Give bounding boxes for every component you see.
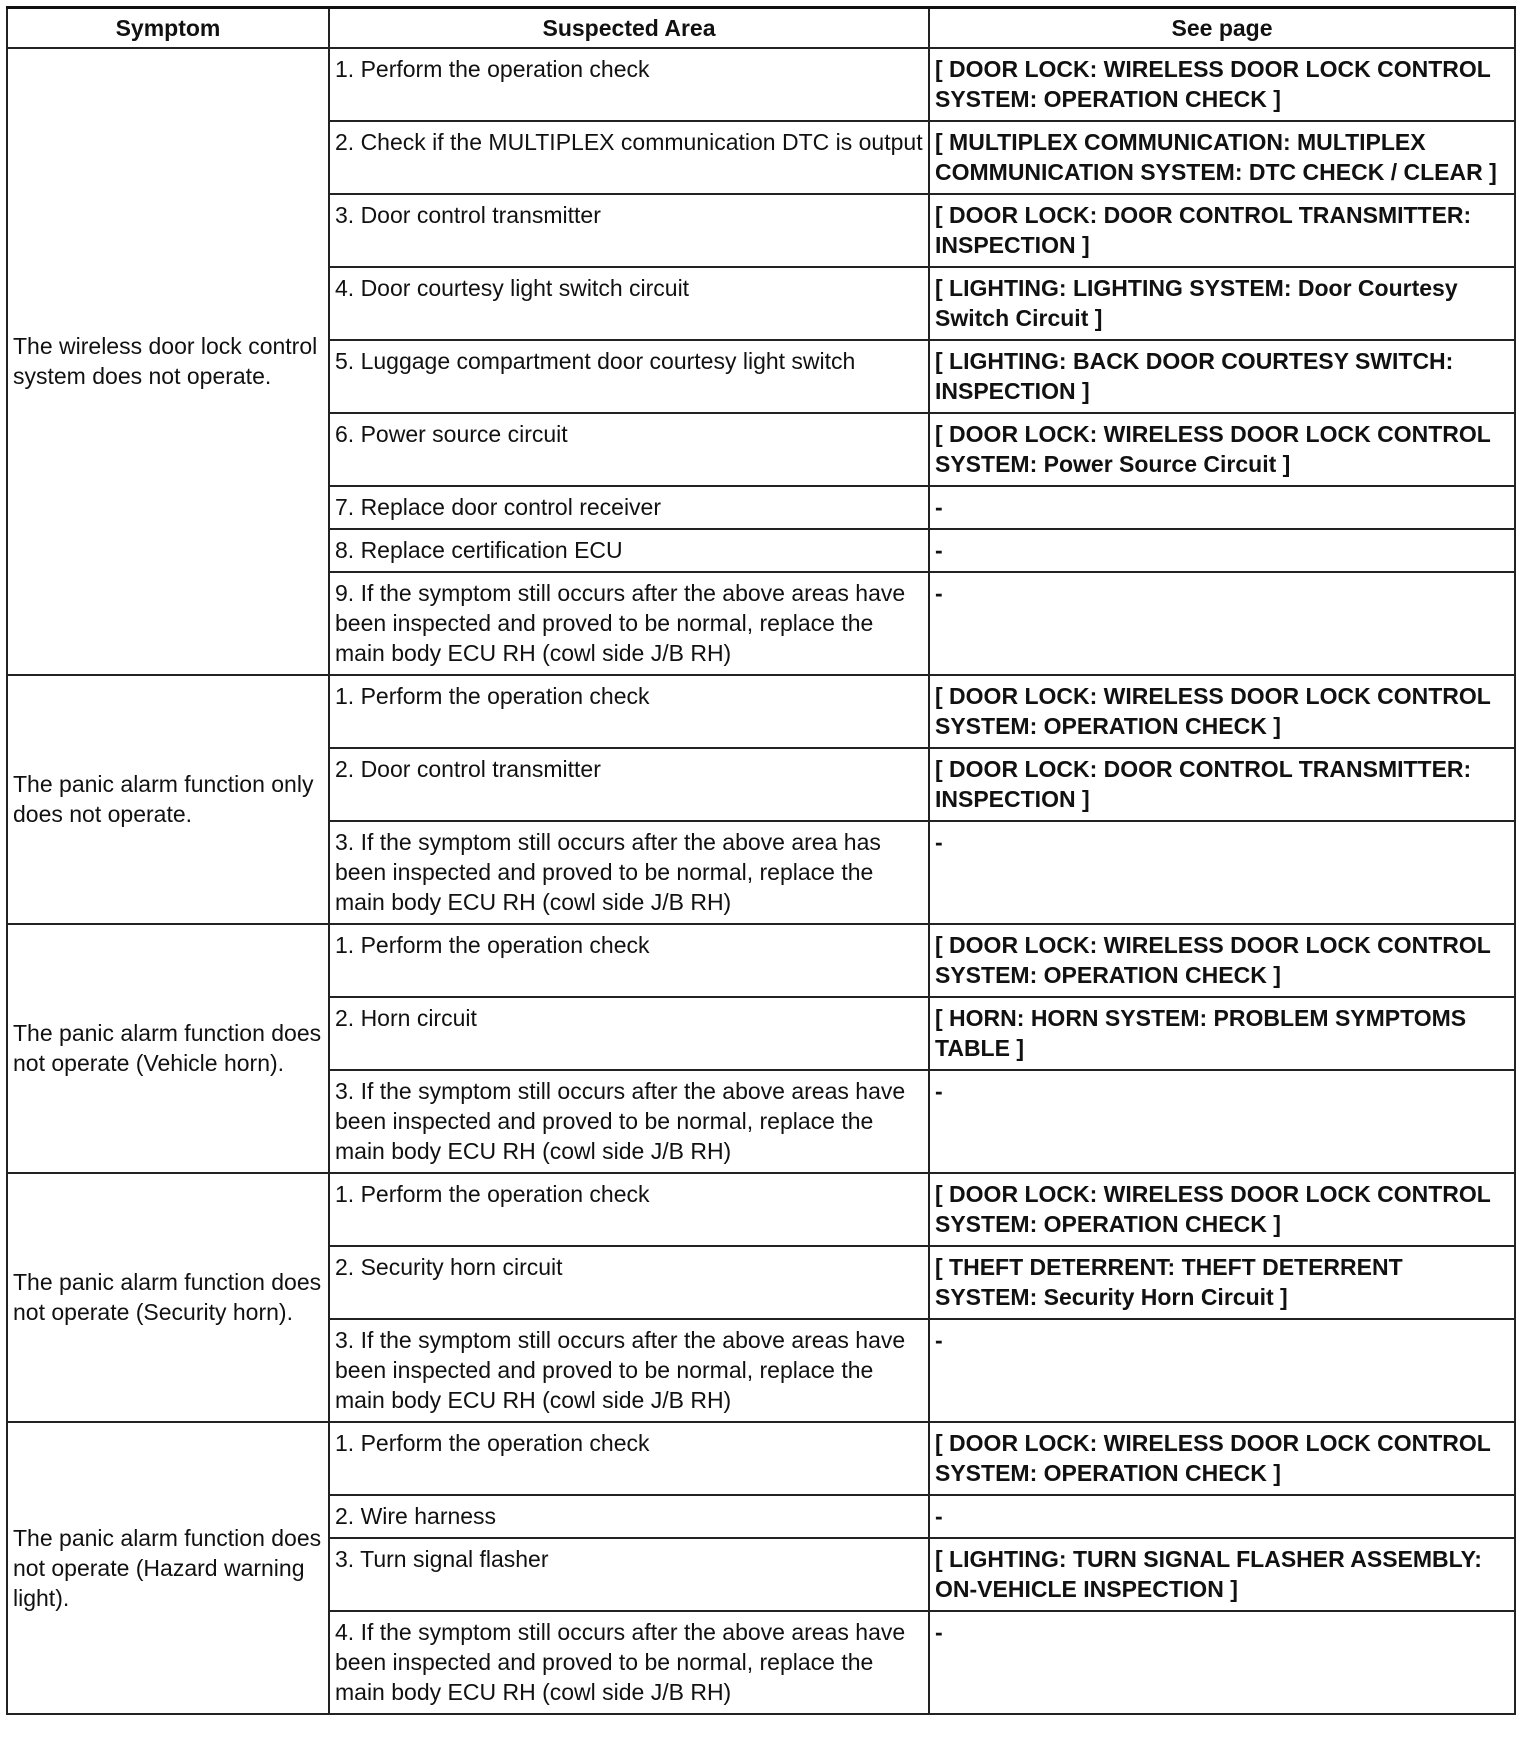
symptom-cell: The panic alarm function does not operate (Hazard warning light). [7,1422,329,1714]
see-page-cell: - [929,821,1515,924]
symptom-cell: The wireless door lock control system does not operate. [7,48,329,675]
see-page-cell: [ DOOR LOCK: WIRELESS DOOR LOCK CONTROL SYSTEM: OPERATION CHECK ] [929,675,1515,748]
suspected-area-cell: 1. Perform the operation check [329,48,929,121]
symptom-cell: The panic alarm function does not operate (Vehicle horn). [7,924,329,1173]
problem-symptoms-table-wrapper [6,6,1514,1715]
suspected-area-cell: 2. Door control transmitter [329,748,929,821]
table-row [7,1422,1515,1495]
suspected-area-cell: 3. If the symptom still occurs after the above areas have been inspected and proved to be normal, replace the main body ECU RH (cowl side J/B RH) [329,1319,929,1422]
table-row [7,48,1515,121]
suspected-area-cell: 3. If the symptom still occurs after the above areas have been inspected and proved to be normal, replace the main body ECU RH (cowl side J/B RH) [329,1070,929,1173]
see-page-cell: [ HORN: HORN SYSTEM: PROBLEM SYMPTOMS TABLE ] [929,997,1515,1070]
suspected-area-cell: 3. Turn signal flasher [329,1538,929,1611]
see-page-cell: [ DOOR LOCK: WIRELESS DOOR LOCK CONTROL SYSTEM: OPERATION CHECK ] [929,48,1515,121]
see-page-cell: [ LIGHTING: TURN SIGNAL FLASHER ASSEMBLY: ON-VEHICLE INSPECTION ] [929,1538,1515,1611]
see-page-cell: - [929,529,1515,572]
suspected-area-cell: 6. Power source circuit [329,413,929,486]
suspected-area-cell: 1. Perform the operation check [329,675,929,748]
see-page-cell: [ LIGHTING: LIGHTING SYSTEM: Door Courtesy Switch Circuit ] [929,267,1515,340]
see-page-cell: - [929,1611,1515,1714]
suspected-area-cell: 4. If the symptom still occurs after the above areas have been inspected and proved to be normal, replace the main body ECU RH (cowl side J/B RH) [329,1611,929,1714]
suspected-area-cell: 3. Door control transmitter [329,194,929,267]
suspected-area-cell: 5. Luggage compartment door courtesy light switch [329,340,929,413]
see-page-cell: - [929,1495,1515,1538]
see-page-cell: [ DOOR LOCK: WIRELESS DOOR LOCK CONTROL SYSTEM: OPERATION CHECK ] [929,1173,1515,1246]
table-header-row [7,8,1515,49]
see-page-cell: [ DOOR LOCK: DOOR CONTROL TRANSMITTER: INSPECTION ] [929,748,1515,821]
suspected-area-cell: 4. Door courtesy light switch circuit [329,267,929,340]
symptom-cell: The panic alarm function does not operate (Security horn). [7,1173,329,1422]
see-page-cell: - [929,486,1515,529]
see-page-cell: - [929,572,1515,675]
see-page-cell: [ DOOR LOCK: WIRELESS DOOR LOCK CONTROL SYSTEM: OPERATION CHECK ] [929,1422,1515,1495]
suspected-area-cell: 2. Check if the MULTIPLEX communication DTC is output [329,121,929,194]
table-row [7,1173,1515,1246]
suspected-area-cell: 1. Perform the operation check [329,1173,929,1246]
suspected-area-cell: 2. Horn circuit [329,997,929,1070]
header-symptom: Symptom [7,8,329,49]
header-suspected-area: Suspected Area [329,8,929,49]
suspected-area-cell: 9. If the symptom still occurs after the above areas have been inspected and proved to be normal, replace the main body ECU RH (cowl side J/B RH) [329,572,929,675]
problem-symptoms-table [6,6,1516,1715]
see-page-cell: - [929,1319,1515,1422]
see-page-cell: [ MULTIPLEX COMMUNICATION: MULTIPLEX COMMUNICATION SYSTEM: DTC CHECK / CLEAR ] [929,121,1515,194]
see-page-cell: [ DOOR LOCK: WIRELESS DOOR LOCK CONTROL SYSTEM: Power Source Circuit ] [929,413,1515,486]
table-body [7,48,1515,1714]
suspected-area-cell: 7. Replace door control receiver [329,486,929,529]
see-page-cell: [ THEFT DETERRENT: THEFT DETERRENT SYSTEM: Security Horn Circuit ] [929,1246,1515,1319]
suspected-area-cell: 2. Security horn circuit [329,1246,929,1319]
see-page-cell: - [929,1070,1515,1173]
symptom-cell: The panic alarm function only does not operate. [7,675,329,924]
header-see-page: See page [929,8,1515,49]
suspected-area-cell: 1. Perform the operation check [329,924,929,997]
suspected-area-cell: 8. Replace certification ECU [329,529,929,572]
see-page-cell: [ LIGHTING: BACK DOOR COURTESY SWITCH: INSPECTION ] [929,340,1515,413]
suspected-area-cell: 2. Wire harness [329,1495,929,1538]
suspected-area-cell: 1. Perform the operation check [329,1422,929,1495]
see-page-cell: [ DOOR LOCK: WIRELESS DOOR LOCK CONTROL SYSTEM: OPERATION CHECK ] [929,924,1515,997]
see-page-cell: [ DOOR LOCK: DOOR CONTROL TRANSMITTER: INSPECTION ] [929,194,1515,267]
table-row [7,924,1515,997]
table-row [7,675,1515,748]
suspected-area-cell: 3. If the symptom still occurs after the above area has been inspected and proved to be normal, replace the main body ECU RH (cowl side J/B RH) [329,821,929,924]
